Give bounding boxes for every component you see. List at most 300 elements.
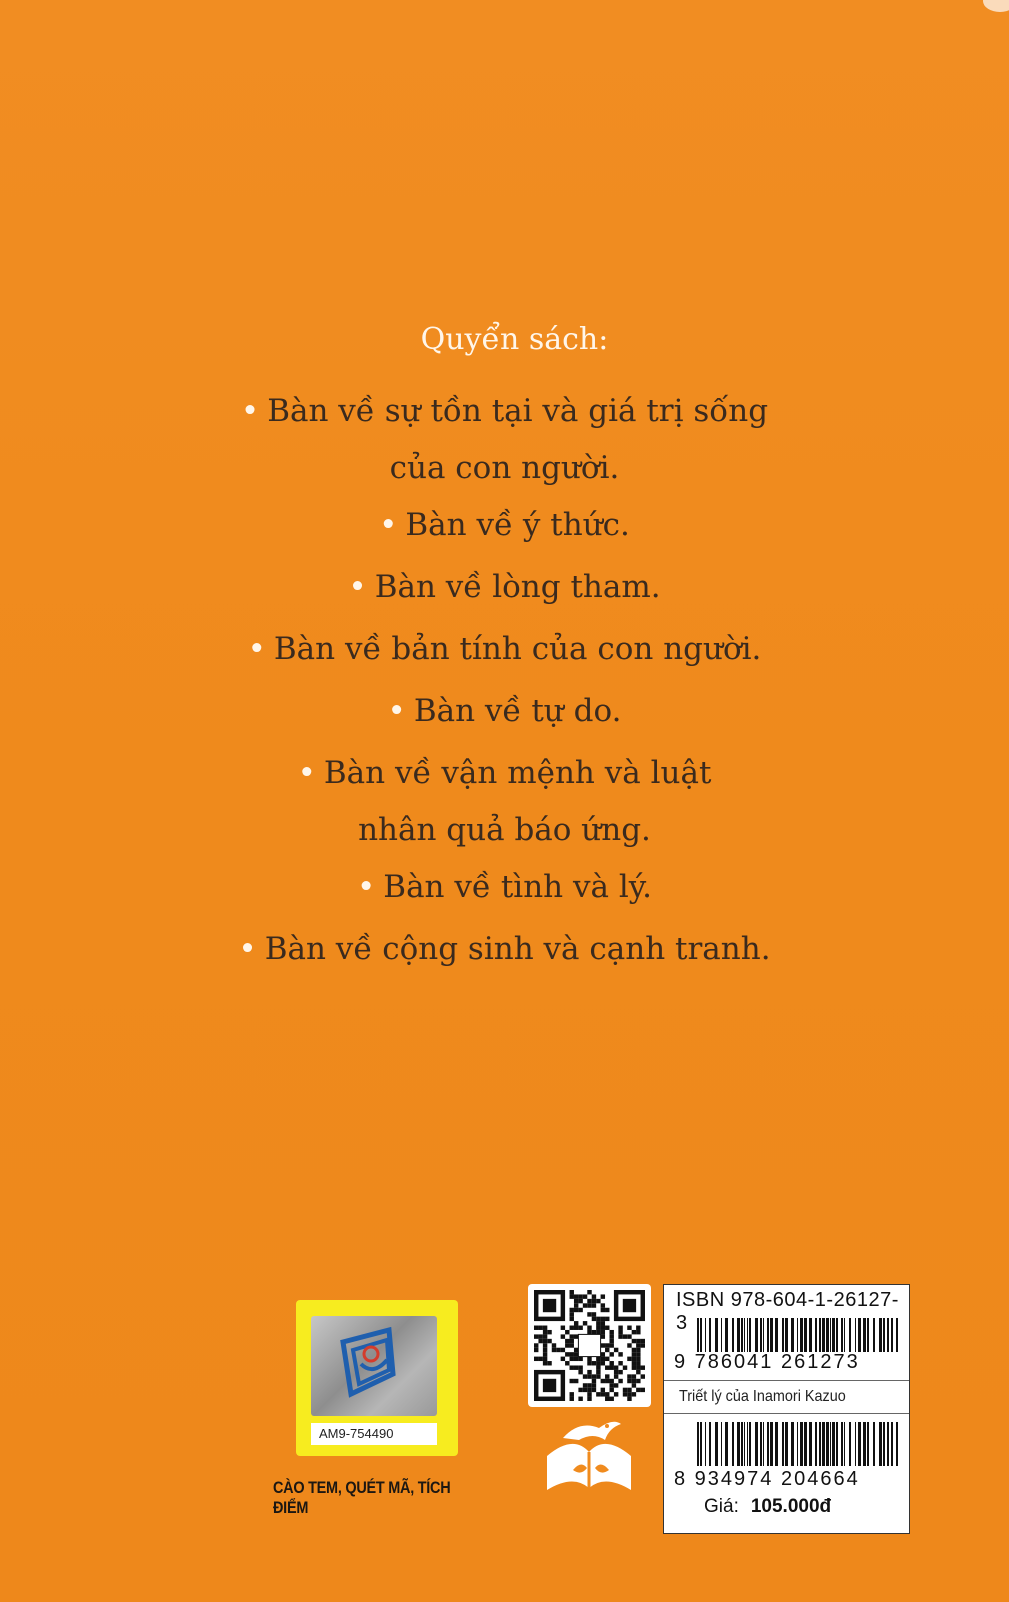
qr-module [565, 1343, 569, 1347]
qr-module [641, 1339, 645, 1343]
qr-module [538, 1326, 542, 1330]
barcode-bar [887, 1422, 889, 1466]
barcode-bar [760, 1318, 762, 1352]
sticker-caption: CÀO TEM, QUÉT MÃ, TÍCH ĐIỂM [273, 1478, 451, 1517]
book-blurb [0, 318, 1009, 980]
blurb-item-text: Bàn về ý thức. [405, 507, 630, 543]
barcode-bar [770, 1318, 773, 1352]
qr-module [636, 1352, 640, 1356]
barcode-bar [858, 1318, 861, 1352]
qr-module [547, 1330, 551, 1334]
qr-module [609, 1379, 613, 1383]
qr-module [587, 1326, 591, 1330]
qr-module [574, 1321, 578, 1325]
qr-module [609, 1361, 613, 1365]
barcode-bar [800, 1318, 803, 1352]
bullet: • [240, 393, 260, 429]
qr-module [587, 1303, 591, 1307]
qr-module [609, 1397, 613, 1401]
blurb-item-continuation: của con người. [389, 450, 620, 486]
barcode-bar [725, 1318, 728, 1352]
qr-module [552, 1348, 556, 1352]
qr-module [570, 1317, 574, 1321]
barcode-bar [747, 1422, 748, 1466]
qr-module [574, 1348, 578, 1352]
barcode-bar [863, 1422, 866, 1466]
barcode-bar [705, 1422, 706, 1466]
barcode-bar [749, 1318, 751, 1352]
barcode-bar [709, 1318, 711, 1352]
barcode-bar [836, 1318, 838, 1352]
bullet: • [379, 507, 398, 543]
qr-module [632, 1365, 636, 1369]
barcode-bar [804, 1422, 807, 1466]
qr-module [592, 1388, 596, 1392]
price-value: 105.000đ [750, 1496, 832, 1517]
barcode-panel [663, 1284, 910, 1534]
qr-module [627, 1392, 631, 1396]
blurb-item-text: Bàn về sự tồn tại và giá trị sống [267, 393, 769, 429]
qr-module [561, 1334, 565, 1338]
qr-module [636, 1326, 640, 1330]
qr-module [601, 1388, 605, 1392]
price-label: Giá: [704, 1496, 739, 1517]
barcode-bar [785, 1422, 788, 1466]
qr-finder [623, 1299, 636, 1312]
barcode-bar [804, 1318, 807, 1352]
barcode-bar [855, 1422, 856, 1466]
qr-module [601, 1352, 605, 1356]
qr-module [601, 1308, 605, 1312]
qr-module [605, 1379, 609, 1383]
qr-module [605, 1317, 609, 1321]
qr-module [574, 1357, 578, 1361]
qr-module [543, 1326, 547, 1330]
qr-module [623, 1388, 627, 1392]
barcode-bar [741, 1422, 743, 1466]
qr-module [578, 1357, 582, 1361]
qr-module [587, 1370, 591, 1374]
qr-module [583, 1383, 587, 1387]
qr-module [627, 1334, 631, 1338]
barcode-bar [844, 1422, 845, 1466]
qr-module [627, 1357, 631, 1361]
qr-module [614, 1374, 618, 1378]
publisher-bird-book-logo-icon [543, 1416, 635, 1496]
qr-module [543, 1334, 547, 1338]
qr-module [609, 1388, 613, 1392]
barcode-bar [873, 1318, 875, 1352]
publisher-logo-hologram-icon [311, 1316, 437, 1416]
barcode-bar [896, 1318, 898, 1352]
qr-module [632, 1383, 636, 1387]
barcode-bar [809, 1318, 812, 1352]
qr-module [609, 1352, 613, 1356]
qr-module [570, 1334, 574, 1338]
qr-module [636, 1343, 640, 1347]
qr-module [632, 1348, 636, 1352]
qr-module [574, 1308, 578, 1312]
qr-module [574, 1352, 578, 1356]
qr-module [641, 1343, 645, 1347]
qr-module [561, 1348, 565, 1352]
qr-module [592, 1361, 596, 1365]
barcode-bar [767, 1422, 769, 1466]
qr-module [636, 1365, 640, 1369]
blurb-item-text: Bàn về lòng tham. [374, 569, 661, 605]
barcode-bar [891, 1318, 893, 1352]
barcode-bar [697, 1422, 699, 1466]
qr-module [587, 1361, 591, 1365]
barcode-bar [883, 1318, 885, 1352]
qr-module [632, 1392, 636, 1396]
blurb-item [0, 494, 1009, 556]
qr-module [627, 1388, 631, 1392]
qr-module [543, 1330, 547, 1334]
qr-module [561, 1326, 565, 1330]
qr-module [636, 1379, 640, 1383]
qr-module [587, 1388, 591, 1392]
qr-module [578, 1308, 582, 1312]
barcode-bar [760, 1422, 762, 1466]
qr-module [605, 1365, 609, 1369]
qr-module [632, 1339, 636, 1343]
qr-module [601, 1326, 605, 1330]
barcode-bar [883, 1422, 885, 1466]
qr-module [641, 1388, 645, 1392]
qr-module [601, 1379, 605, 1383]
qr-module [565, 1361, 569, 1365]
qr-module [596, 1374, 600, 1378]
qr-module [592, 1294, 596, 1298]
qr-module [596, 1321, 600, 1325]
qr-module [574, 1365, 578, 1369]
qr-module [636, 1330, 640, 1334]
qr-module [592, 1299, 596, 1303]
bullet: • [357, 869, 376, 905]
barcode-bar [887, 1318, 889, 1352]
blurb-item [0, 680, 1009, 742]
qr-module [609, 1343, 613, 1347]
blurb-item-text: Bàn về tự do. [413, 693, 622, 729]
qr-module [623, 1392, 627, 1396]
ean-digits: 8 934974 204664 [674, 1468, 860, 1490]
qr-module [627, 1374, 631, 1378]
qr-module [605, 1326, 609, 1330]
qr-module [641, 1365, 645, 1369]
barcode-bar [836, 1422, 838, 1466]
qr-module [570, 1357, 574, 1361]
qr-module [534, 1357, 538, 1361]
qr-module [609, 1330, 613, 1334]
blurb-item [0, 856, 1009, 918]
barcode-bar [855, 1318, 856, 1352]
bullet: • [297, 755, 316, 791]
qr-module [583, 1321, 587, 1325]
qr-module [538, 1339, 542, 1343]
qr-module [632, 1330, 636, 1334]
qr-module [538, 1357, 542, 1361]
qr-module [543, 1348, 547, 1352]
barcode-bar [755, 1422, 758, 1466]
qr-module [618, 1370, 622, 1374]
qr-module [627, 1343, 631, 1347]
qr-module [570, 1365, 574, 1369]
qr-module [592, 1312, 596, 1316]
qr-module [587, 1357, 591, 1361]
isbn-barcode [697, 1318, 902, 1352]
qr-module [583, 1374, 587, 1378]
qr-module [636, 1370, 640, 1374]
blurb-item [0, 742, 1009, 856]
blurb-item [0, 556, 1009, 618]
barcode-bar [785, 1318, 788, 1352]
qr-module [565, 1330, 569, 1334]
qr-module [618, 1330, 622, 1334]
qr-module [570, 1290, 574, 1294]
barcode-bar [797, 1422, 798, 1466]
qr-module [605, 1374, 609, 1378]
isbn-label: ISBN 978-604-1-26127-3 [676, 1289, 899, 1334]
qr-code-icon[interactable] [528, 1284, 651, 1407]
qr-module [538, 1334, 542, 1338]
qr-module [636, 1357, 640, 1361]
qr-module [583, 1294, 587, 1298]
qr-module [570, 1343, 574, 1347]
qr-module [587, 1383, 591, 1387]
qr-module [534, 1334, 538, 1338]
qr-module [556, 1348, 560, 1352]
qr-module [627, 1326, 631, 1330]
blurb-item-text: Bàn về tình và lý. [383, 869, 652, 905]
barcode-bar [763, 1422, 764, 1466]
blurb-item [0, 380, 1009, 494]
bullet: • [238, 931, 257, 967]
qr-module [614, 1370, 618, 1374]
qr-module [578, 1365, 582, 1369]
qr-module [632, 1361, 636, 1365]
barcode-bar [775, 1318, 778, 1352]
qr-module [636, 1348, 640, 1352]
qr-module [614, 1392, 618, 1396]
qr-module [543, 1357, 547, 1361]
blurb-item-text: Bàn về vận mệnh và luật [323, 755, 712, 791]
barcode-bar [800, 1422, 803, 1466]
qr-module [587, 1397, 591, 1401]
qr-module [601, 1317, 605, 1321]
qr-module [547, 1361, 551, 1365]
qr-module [632, 1352, 636, 1356]
qr-module [614, 1365, 618, 1369]
qr-module [552, 1343, 556, 1347]
barcode-bar [849, 1422, 851, 1466]
qr-module [583, 1388, 587, 1392]
qr-module [596, 1299, 600, 1303]
blurb-item [0, 618, 1009, 680]
qr-module [596, 1317, 600, 1321]
qr-module [561, 1357, 565, 1361]
qr-module [605, 1308, 609, 1312]
qr-module [578, 1294, 582, 1298]
qr-module [587, 1392, 591, 1396]
barcode-bar [737, 1422, 740, 1466]
isbn-digits: 9 786041 261273 [674, 1351, 860, 1373]
qr-module [570, 1326, 574, 1330]
barcode-bar [782, 1318, 784, 1352]
qr-module [601, 1361, 605, 1365]
qr-module [627, 1397, 631, 1401]
qr-module [596, 1392, 600, 1396]
qr-module [636, 1388, 640, 1392]
qr-finder [543, 1379, 556, 1392]
qr-module [574, 1326, 578, 1330]
barcode-bar [744, 1422, 745, 1466]
qr-module [570, 1397, 574, 1401]
bullet: • [348, 569, 367, 605]
barcode-bar [815, 1422, 817, 1466]
qr-module [574, 1303, 578, 1307]
qr-module [601, 1321, 605, 1325]
barcode-bar [867, 1422, 869, 1466]
qr-module [592, 1383, 596, 1387]
divider [664, 1413, 909, 1414]
qr-module [609, 1339, 613, 1343]
qr-module [609, 1334, 613, 1338]
barcode-bar [755, 1318, 758, 1352]
qr-module [570, 1308, 574, 1312]
barcode-bar [782, 1422, 784, 1466]
qr-module [578, 1370, 582, 1374]
qr-module [570, 1352, 574, 1356]
barcode-bar [697, 1318, 699, 1352]
barcode-bar [744, 1318, 745, 1352]
barcode-bar [830, 1318, 831, 1352]
book-title-label: Triết lý của Inamori Kazuo [679, 1388, 846, 1405]
barcode-bar [832, 1422, 835, 1466]
barcode-bar [815, 1318, 817, 1352]
qr-module [596, 1361, 600, 1365]
barcode-bar [749, 1422, 751, 1466]
barcode-bar [770, 1422, 773, 1466]
qr-module [592, 1317, 596, 1321]
barcode-bar [830, 1422, 831, 1466]
qr-module [596, 1357, 600, 1361]
qr-module [574, 1294, 578, 1298]
qr-module [605, 1397, 609, 1401]
qr-module [565, 1339, 569, 1343]
barcode-bar [832, 1318, 835, 1352]
barcode-bar [879, 1422, 882, 1466]
qr-module [547, 1339, 551, 1343]
qr-module [543, 1361, 547, 1365]
qr-module [632, 1379, 636, 1383]
qr-module [636, 1361, 640, 1365]
bullet: • [247, 631, 266, 667]
qr-module [618, 1379, 622, 1383]
qr-module [618, 1352, 622, 1356]
barcode-bar [867, 1318, 869, 1352]
barcode-bar [822, 1318, 825, 1352]
barcode-bar [791, 1318, 794, 1352]
bullet: • [387, 693, 406, 729]
divider [664, 1380, 909, 1381]
blurb-item-continuation: nhân quả báo ứng. [358, 812, 651, 848]
qr-module [632, 1374, 636, 1378]
qr-module [636, 1339, 640, 1343]
barcode-bar [826, 1318, 829, 1352]
barcode-bar [879, 1318, 882, 1352]
qr-module [623, 1365, 627, 1369]
barcode-bar [809, 1422, 812, 1466]
barcode-bar [715, 1318, 718, 1352]
qr-module [587, 1312, 591, 1316]
qr-module [570, 1392, 574, 1396]
qr-module [605, 1357, 609, 1361]
barcode-bar [896, 1422, 898, 1466]
barcode-bar [737, 1318, 740, 1352]
barcode-bar [775, 1422, 778, 1466]
qr-module [596, 1365, 600, 1369]
qr-module [601, 1392, 605, 1396]
barcode-bar [715, 1422, 718, 1466]
qr-module [596, 1370, 600, 1374]
qr-module [534, 1348, 538, 1352]
qr-module [587, 1330, 591, 1334]
qr-module [578, 1388, 582, 1392]
qr-module [570, 1312, 574, 1316]
qr-module [583, 1303, 587, 1307]
qr-module [605, 1392, 609, 1396]
barcode-bar [826, 1422, 829, 1466]
qr-module [592, 1379, 596, 1383]
qr-module [601, 1357, 605, 1361]
qr-module [570, 1339, 574, 1343]
qr-module [623, 1334, 627, 1338]
qr-module [609, 1365, 613, 1369]
qr-module [596, 1330, 600, 1334]
qr-module [601, 1334, 605, 1338]
barcode-bar [873, 1422, 875, 1466]
price [704, 1496, 831, 1518]
qr-module [574, 1379, 578, 1383]
qr-module [596, 1326, 600, 1330]
barcode-bar [841, 1422, 843, 1466]
barcode-bar [732, 1318, 734, 1352]
blurb-item-text: Bàn về cộng sinh và cạnh tranh. [264, 931, 771, 967]
barcode-bar [741, 1318, 743, 1352]
qr-module [618, 1326, 622, 1330]
blurb-item [0, 918, 1009, 980]
sticker-code: AM9-754490 [311, 1423, 437, 1445]
qr-module [592, 1330, 596, 1334]
barcode-bar [747, 1318, 748, 1352]
qr-module [605, 1343, 609, 1347]
qr-module [587, 1299, 591, 1303]
barcode-bar [767, 1318, 769, 1352]
qr-module [587, 1290, 591, 1294]
qr-module [601, 1303, 605, 1307]
qr-module [565, 1352, 569, 1356]
qr-module [534, 1326, 538, 1330]
qr-finder [543, 1299, 556, 1312]
barcode-bar [763, 1318, 764, 1352]
barcode-bar [822, 1422, 825, 1466]
qr-module [574, 1299, 578, 1303]
barcode-bar [721, 1422, 722, 1466]
qr-module [627, 1379, 631, 1383]
barcode-bar [791, 1422, 794, 1466]
qr-module [632, 1357, 636, 1361]
